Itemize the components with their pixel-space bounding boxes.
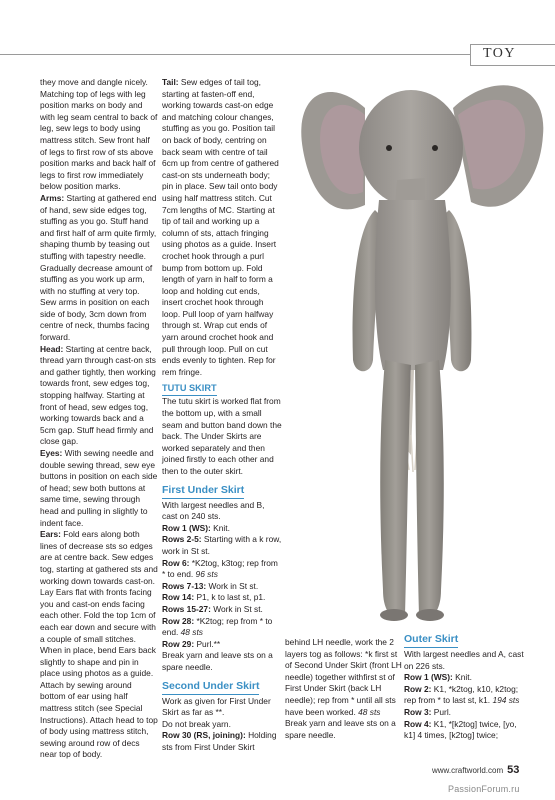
paragraph-text: With sewing needle and double sewing thread, sew eye buttons in position on each side of head; sew both buttons at same time, sewing through head and pulling in slightly to indent face. (40, 448, 158, 528)
stitch-count: 194 sts (492, 695, 520, 706)
first-under-outro: Break yarn and leave sts on a spare needle. (162, 650, 273, 672)
second-under-heading-text: Second Under Skirt (162, 680, 259, 695)
pattern-row (162, 639, 282, 651)
section-tab (470, 44, 555, 66)
left-leg (380, 360, 411, 618)
footer-url[interactable]: www.craftworld.com (432, 766, 504, 775)
outer-skirt-heading (404, 633, 526, 648)
row-text: *K2tog, k3tog; rep from * to end. (162, 557, 278, 580)
row-label: Row 29: (162, 638, 195, 649)
row-label: Rows 2-5: (162, 534, 202, 545)
paragraph-heading: Head: (40, 343, 64, 354)
row30-text: Holding sts from First Under Skirt (162, 730, 277, 752)
pattern-row (162, 592, 282, 604)
first-under-skirt-heading (162, 484, 282, 499)
column-1 (40, 77, 158, 761)
paragraph-text: they move and dangle nicely. Matching top of legs with leg position marks on body and with leg seam central to back of leg, sew legs to body using mattress stitch. Sew front half of legs to first row of sts above position marks and back half of legs to first row immediately below position marks. (40, 77, 158, 192)
pattern-row (404, 719, 526, 742)
left-eye (386, 145, 392, 151)
watermark: PassionForum.ru (448, 784, 520, 794)
join-stitch-count: 48 sts (358, 706, 381, 717)
first-under-heading-text: First Under Skirt (162, 484, 244, 499)
stitch-count: 96 sts (195, 569, 218, 580)
row-text: Knit. (210, 522, 230, 533)
paragraph-heading: Tail: (162, 77, 179, 87)
instruction-paragraph (40, 193, 158, 344)
right-eye (432, 145, 438, 151)
row-text: K1, *[k2tog] twice, [yo, k1] 4 times, [k2tog] twice; (404, 718, 517, 741)
row-text: Work in St st. (206, 580, 259, 591)
pattern-row (404, 707, 526, 719)
outer-intro: With largest needles and A, cast on 226 sts. (404, 649, 524, 671)
second-under-intro: Work as given for First Under Skirt as far as **. (162, 695, 271, 718)
pattern-row (162, 581, 282, 593)
paragraph-text: Starting at gathered end of hand, sew side edges tog, stuffing as you go. Stuff hand and first half of arm quite firmly, shaping thumb by teasing out stuffing with tapestry needle. Gradually decrease amount of stuffing as you work up arm, with no stuffing at very top. Sew arms in position on each side of body, 3cm down from centre of neck, thumbs facing forward. (40, 192, 157, 343)
row-label: Rows 7-13: (162, 580, 207, 591)
second-under-note: Do not break yarn. (162, 718, 231, 729)
page-number: 53 (507, 764, 520, 776)
row30-label: Row 30 (RS, joining): (162, 730, 246, 741)
body (375, 200, 451, 370)
row-text: P1, k to last st, p1. (194, 592, 266, 603)
section-label: TOY (483, 46, 517, 61)
tutu-heading-text: TUTU SKIRT (162, 382, 217, 396)
column-4 (404, 633, 526, 742)
row-label: Row 14: (162, 592, 195, 603)
paragraph-text: Sew edges of tail tog, starting at fasten-off end, working towards cast-on edge and matching colour changes, stuffing as you go. Position tail on back of body, centring on back seam with centre of tail 6cm up from centre of gathered cast-on sts underneath body; pin in place. Sew tail onto body using half mattress stitch. Cut 7cm lengths of MC. Starting at tip of tail and working up a column of sts, attach fringing using photos as a guide. Insert crochet hook through a purl bump from bottom up. Fold length of yarn in half to form a loop and holding cut ends, insert crochet hook through loop. Pull loop of yarn halfway through st. Wrap cut ends of yarn around crochet hook and pull through loop. Pull on cut ends evenly to tighten. Rep for rem fringe. (162, 77, 279, 377)
second-under-row30 (162, 730, 282, 753)
tutu-intro: The tutu skirt is worked flat from the bottom up, with a small seam and button band down the back. The Under Skirts are worked separately and then joined firstly to each other and then to the outer skirt. (162, 396, 282, 476)
column-3 (285, 637, 403, 741)
row-label: Row 3: (404, 706, 432, 717)
tutu-heading (162, 382, 282, 396)
stitch-count: 48 sts (180, 627, 203, 638)
pattern-row (162, 604, 282, 616)
first-under-intro: With largest needles and B, cast on 240 sts. (162, 499, 265, 522)
outer-heading-text: Outer Skirt (404, 633, 458, 648)
right-leg (415, 360, 444, 618)
pattern-row (162, 616, 282, 639)
paragraph-heading: Arms: (40, 192, 65, 203)
join-instructions (285, 637, 403, 718)
paragraph-heading: Ears: (40, 529, 61, 540)
instruction-paragraph (40, 344, 158, 448)
instruction-paragraph (162, 77, 282, 378)
pattern-row (404, 672, 526, 684)
page-footer (432, 764, 519, 776)
row-text: Knit. (452, 672, 472, 683)
row-text: *K2tog; rep from * to end. (162, 615, 273, 638)
join-outro: Break yarn and leave sts on a spare needle. (285, 718, 396, 740)
tail-instructions (162, 77, 282, 378)
row-text: Purl. (431, 706, 452, 717)
row-label: Row 1 (WS): (404, 672, 453, 683)
header-rule (0, 54, 470, 55)
instruction-paragraph (40, 529, 158, 761)
instruction-paragraph (40, 77, 158, 193)
row-label: Row 4: (404, 718, 432, 729)
pattern-row (162, 523, 282, 535)
instruction-paragraph (40, 448, 158, 529)
paragraph-heading: Eyes: (40, 448, 63, 458)
row-label: Row 1 (WS): (162, 522, 211, 533)
outer-rows (404, 672, 526, 742)
row-text: Work in St st. (210, 603, 263, 614)
row-text: Purl.** (194, 638, 221, 649)
paragraph-text: Fold ears along both lines of decrease sts so edges are at centre back. Sew edges tog, starting at gathered sts and working down towards cast-on. Lay Ears flat with fronts facing you and cast-on ends facing each other. Fold the top 1cm of each ear down and secure with a couple of small stitches. When in place, bend Ears back slightly to shape and pin in place using photos as a guide. Attach by sewing around bottom of ear using half mattress stitch (see Special Instructions). Attach head to top of body using mattress stitch, sewing around row of decs near top of body. (40, 529, 158, 760)
row-label: Row 28: (162, 615, 195, 626)
row-label: Row 6: (162, 557, 190, 568)
join-text: behind LH needle, work the 2 layers tog as follows: *k first st of Second Under Skirt (front LH needle) together withfirst st of First Under Skirt (back LH needle); rep from * until all sts have been worked. (285, 637, 402, 717)
row-label: Row 2: (404, 683, 432, 694)
pattern-row (162, 558, 282, 581)
column-2 (162, 77, 282, 753)
pattern-row (162, 534, 282, 557)
first-under-rows (162, 523, 282, 651)
elephant-toy-photo (293, 70, 555, 630)
row-text: K1, *k2tog, k10, k2tog; rep from * to last st, k1. (404, 683, 519, 706)
second-under-skirt-heading (162, 680, 282, 695)
pattern-row (404, 684, 526, 707)
paragraph-text: Starting at centre back, thread yarn through cast-on sts and gather tightly, then working towards front, sew edges tog, stopping halfway. Starting at front of head, sew edges tog, working towards back and a 5cm gap. Stuff head firmly and close gap. (40, 343, 156, 447)
row-label: Rows 15-27: (162, 603, 211, 614)
row-text: Starting with a k row, work in St st. (162, 534, 282, 556)
